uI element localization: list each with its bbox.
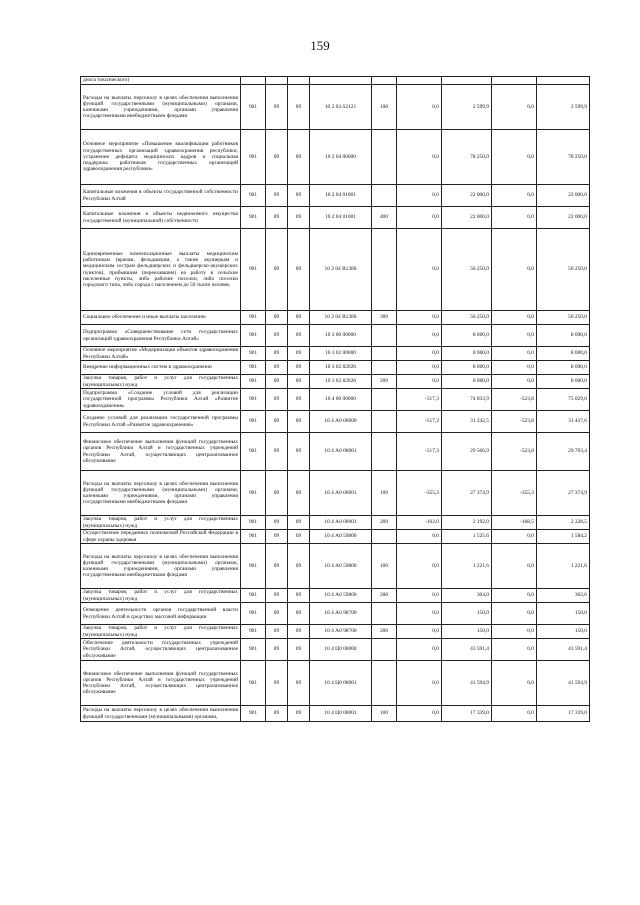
section-cell <box>266 77 288 85</box>
admin-code-cell: 901 <box>241 530 266 544</box>
description-cell: Финансовое обеспечение выполнения функций государственных органов Республики Алтай и государственных учреждений Республики Алтай, осуществляющих централизованное обслуживание <box>81 661 241 706</box>
change-value-2-cell: 0,0 <box>492 347 537 361</box>
page-number: 159 <box>310 38 330 53</box>
admin-code-cell: 901 <box>241 311 266 325</box>
target-article-cell: 10 4 А0 00001 <box>310 471 372 516</box>
admin-code-cell: 901 <box>241 639 266 661</box>
expense-type-cell <box>372 361 397 375</box>
admin-code-cell: 901 <box>241 185 266 207</box>
amount-value-cell: 8 000,0 <box>442 347 492 361</box>
table-row <box>81 389 590 411</box>
amount-value-cell: 41 594,9 <box>442 661 492 706</box>
admin-code-cell: 901 <box>241 361 266 375</box>
subsection-cell: 09 <box>288 471 310 516</box>
description-cell: днога токсического) <box>81 77 241 85</box>
target-article-cell: 10 4 А0 00001 <box>310 516 372 530</box>
change-value-cell: 0,0 <box>397 185 442 207</box>
amount-value-cell: 1 525,6 <box>442 530 492 544</box>
admin-code-cell: 901 <box>241 625 266 639</box>
description-cell: Социальное обеспечение и иные выплаты населению <box>81 311 241 325</box>
section-cell: 09 <box>266 130 288 185</box>
change-value-2-cell: 0,0 <box>492 229 537 311</box>
amount-value-cell <box>442 77 492 85</box>
change-value-cell: 0,0 <box>397 347 442 361</box>
table-row <box>81 516 590 530</box>
target-article-cell: 10 4 Ц0 00001 <box>310 661 372 706</box>
subsection-cell: 09 <box>288 85 310 130</box>
description-cell: Создание условий для реализации государственной программы Республики Алтай «Развитие здравоохранения» <box>81 411 241 433</box>
admin-code-cell: 901 <box>241 706 266 722</box>
admin-code-cell: 901 <box>241 85 266 130</box>
change-value-cell: -517,3 <box>397 411 442 433</box>
subsection-cell <box>288 77 310 85</box>
change-value-2-cell: 0,0 <box>492 589 537 603</box>
table-row <box>81 661 590 706</box>
budget-table <box>80 76 590 722</box>
amount-value-2-cell: 41 594,9 <box>537 661 590 706</box>
section-cell: 09 <box>266 544 288 589</box>
expense-type-cell <box>372 325 397 347</box>
amount-value-cell: 304,0 <box>442 589 492 603</box>
section-cell: 09 <box>266 661 288 706</box>
amount-value-2-cell: 56 250,0 <box>537 229 590 311</box>
change-value-cell: 0,0 <box>397 589 442 603</box>
amount-value-cell: 150,0 <box>442 603 492 625</box>
subsection-cell: 09 <box>288 130 310 185</box>
expense-type-cell <box>372 661 397 706</box>
admin-code-cell: 901 <box>241 544 266 589</box>
change-value-2-cell: 0,0 <box>492 130 537 185</box>
amount-value-2-cell: 27 374,9 <box>537 471 590 516</box>
expense-type-cell: 100 <box>372 544 397 589</box>
description-cell: Подпрограмма «Совершенствование сети государственных организаций здравоохранения Республики Алтай» <box>81 325 241 347</box>
subsection-cell: 09 <box>288 661 310 706</box>
expense-type-cell: 400 <box>372 207 397 229</box>
section-cell: 09 <box>266 311 288 325</box>
change-value-cell: 0,0 <box>397 639 442 661</box>
description-cell: Обеспечение деятельности государственных учреждений Республики Алтай, осуществляющих централизованное обслуживание <box>81 639 241 661</box>
section-cell: 09 <box>266 433 288 471</box>
subsection-cell: 09 <box>288 361 310 375</box>
change-value-2-cell: 0,0 <box>492 85 537 130</box>
change-value-cell: 0,0 <box>397 706 442 722</box>
admin-code-cell: 901 <box>241 661 266 706</box>
amount-value-2-cell: 362,6 <box>537 589 590 603</box>
amount-value-2-cell: 150,0 <box>537 625 590 639</box>
amount-value-2-cell: 8 000,0 <box>537 325 590 347</box>
admin-code-cell: 901 <box>241 130 266 185</box>
amount-value-cell: 150,0 <box>442 625 492 639</box>
target-article-cell: 10 2 04 R1380 <box>310 311 372 325</box>
admin-code-cell: 901 <box>241 229 266 311</box>
amount-value-cell: 22 000,0 <box>442 207 492 229</box>
change-value-cell: -517,3 <box>397 433 442 471</box>
target-article-cell <box>310 77 372 85</box>
change-value-2-cell <box>492 77 537 85</box>
section-cell: 09 <box>266 625 288 639</box>
change-value-cell: 0,0 <box>397 625 442 639</box>
amount-value-cell: 56 250,0 <box>442 311 492 325</box>
amount-value-2-cell <box>537 77 590 85</box>
expense-type-cell: 200 <box>372 625 397 639</box>
table-row <box>81 411 590 433</box>
amount-value-2-cell: 8 000,0 <box>537 361 590 375</box>
change-value-2-cell: 0,0 <box>492 325 537 347</box>
table-row <box>81 589 590 603</box>
expense-type-cell <box>372 530 397 544</box>
amount-value-cell: 78 250,0 <box>442 130 492 185</box>
description-cell: Освещение деятельности органов государственной власти Республики Алтай в средствах массовой информации <box>81 603 241 625</box>
table-row <box>81 433 590 471</box>
amount-value-2-cell: 1 221,6 <box>537 544 590 589</box>
admin-code-cell: 901 <box>241 207 266 229</box>
target-article-cell: 10 4 А0 00000 <box>310 411 372 433</box>
section-cell: 09 <box>266 603 288 625</box>
amount-value-2-cell: 8 000,0 <box>537 375 590 389</box>
admin-code-cell: 901 <box>241 347 266 361</box>
admin-code-cell: 901 <box>241 433 266 471</box>
expense-type-cell <box>372 77 397 85</box>
target-article-cell: 10 3 02 00000 <box>310 347 372 361</box>
change-value-2-cell: 0,0 <box>492 185 537 207</box>
description-cell: Основное мероприятие «Модернизация объектов здравоохранения Республики Алтай» <box>81 347 241 361</box>
description-cell: Закупка товаров, работ и услуг для государственных (муниципальных) нужд <box>81 625 241 639</box>
expense-type-cell: 100 <box>372 85 397 130</box>
section-cell: 09 <box>266 389 288 411</box>
subsection-cell: 09 <box>288 389 310 411</box>
subsection-cell: 09 <box>288 433 310 471</box>
target-article-cell: 10 3 02 82026 <box>310 361 372 375</box>
amount-value-2-cell: 1 584,2 <box>537 530 590 544</box>
section-cell: 09 <box>266 706 288 722</box>
section-cell: 09 <box>266 375 288 389</box>
table-row <box>81 77 590 85</box>
description-cell: Основное мероприятие «Повышение квалификации работников государственных организаций здравоохранения республики, устранение дефицита медицинских кадров и социальная поддержка работников государственных организаций здравоохранения республики» <box>81 130 241 185</box>
expense-type-cell <box>372 639 397 661</box>
description-cell: Закупка товаров, работ и услуг для государственных (муниципальных) нужд <box>81 375 241 389</box>
subsection-cell: 09 <box>288 185 310 207</box>
amount-value-2-cell: 31 437,6 <box>537 411 590 433</box>
description-cell: Расходы на выплаты персоналу в целях обеспечения выполнения функций государственными (муниципальными) органами, казенными учреждениями, органами управления государственными внебюджетными фондами <box>81 85 241 130</box>
description-cell: Закупка товаров, работ и услуг для государственных (муниципальных) нужд <box>81 589 241 603</box>
description-cell: Капитальные вложения в объекты недвижимого имущества государственной (муниципальной) собственности <box>81 207 241 229</box>
amount-value-cell: 74 833,9 <box>442 389 492 411</box>
target-article-cell: 10 4 А0 00001 <box>310 433 372 471</box>
target-article-cell: 10 2 04 01001 <box>310 207 372 229</box>
section-cell: 09 <box>266 325 288 347</box>
admin-code-cell: 901 <box>241 589 266 603</box>
amount-value-2-cell: 22 000,0 <box>537 185 590 207</box>
change-value-cell: -355,3 <box>397 471 442 516</box>
change-value-2-cell: 0,0 <box>492 603 537 625</box>
change-value-2-cell: 0,0 <box>492 530 537 544</box>
subsection-cell: 09 <box>288 347 310 361</box>
amount-value-cell: 43 591,4 <box>442 639 492 661</box>
table-row <box>81 625 590 639</box>
table-row <box>81 361 590 375</box>
change-value-2-cell: 0,0 <box>492 311 537 325</box>
subsection-cell: 09 <box>288 207 310 229</box>
section-cell: 09 <box>266 516 288 530</box>
expense-type-cell: 200 <box>372 375 397 389</box>
description-cell: Осуществление переданных полномочий Российской Федерации в сфере охраны здоровья <box>81 530 241 544</box>
subsection-cell: 09 <box>288 229 310 311</box>
expense-type-cell <box>372 229 397 311</box>
section-cell: 09 <box>266 411 288 433</box>
table-row <box>81 325 590 347</box>
amount-value-2-cell: 17 339,0 <box>537 706 590 722</box>
target-article-cell: 10 4 А0 98700 <box>310 603 372 625</box>
admin-code-cell: 901 <box>241 471 266 516</box>
description-cell: Единовременные компенсационные выплаты медицинским работникам (врачам, фельдшерам, а также акушеркам и медицинским сестрам фельдшерских и фельдшерско-акушерских пунктов), прибывшим (переехавшим) на работу в сельские населенные пункты, либо рабочие поселки, либо поселки городского типа, либо города с населением до 50 тысяч человек <box>81 229 241 311</box>
expense-type-cell: 100 <box>372 471 397 516</box>
expense-type-cell: 300 <box>372 311 397 325</box>
section-cell: 09 <box>266 347 288 361</box>
section-cell: 09 <box>266 471 288 516</box>
table-row <box>81 311 590 325</box>
change-value-cell: 0,0 <box>397 207 442 229</box>
change-value-cell: 0,0 <box>397 530 442 544</box>
section-cell: 09 <box>266 229 288 311</box>
target-article-cell: 10 2 04 01001 <box>310 185 372 207</box>
description-cell: Капитальные вложения в объекты государственной собственности Республики Алтай <box>81 185 241 207</box>
table-row <box>81 706 590 722</box>
subsection-cell: 09 <box>288 544 310 589</box>
change-value-2-cell: -523,8 <box>492 411 537 433</box>
change-value-2-cell: 0,0 <box>492 544 537 589</box>
amount-value-2-cell: 78 250,0 <box>537 130 590 185</box>
target-article-cell: 10 4 А0 59800 <box>310 589 372 603</box>
target-article-cell: 10 4 А0 59800 <box>310 544 372 589</box>
amount-value-cell: 8 000,0 <box>442 375 492 389</box>
subsection-cell: 09 <box>288 311 310 325</box>
subsection-cell: 09 <box>288 639 310 661</box>
table-row <box>81 347 590 361</box>
subsection-cell: 09 <box>288 625 310 639</box>
amount-value-2-cell: 43 591,4 <box>537 639 590 661</box>
expense-type-cell <box>372 411 397 433</box>
table-row <box>81 185 590 207</box>
change-value-2-cell: 0,0 <box>492 661 537 706</box>
target-article-cell: 10 4 Ц0 00000 <box>310 639 372 661</box>
table-row <box>81 544 590 589</box>
target-article-cell: 10 2 03 S2121 <box>310 85 372 130</box>
amount-value-cell: 29 566,9 <box>442 433 492 471</box>
subsection-cell: 09 <box>288 411 310 433</box>
section-cell: 09 <box>266 207 288 229</box>
section-cell: 09 <box>266 530 288 544</box>
admin-code-cell: 901 <box>241 325 266 347</box>
table-row <box>81 207 590 229</box>
change-value-2-cell: 0,0 <box>492 706 537 722</box>
change-value-cell: 0,0 <box>397 375 442 389</box>
amount-value-2-cell: 2 599,9 <box>537 85 590 130</box>
change-value-cell: 0,0 <box>397 544 442 589</box>
amount-value-cell: 2 192,0 <box>442 516 492 530</box>
amount-value-cell: 22 000,0 <box>442 185 492 207</box>
amount-value-cell: 17 339,0 <box>442 706 492 722</box>
change-value-2-cell: -523,8 <box>492 433 537 471</box>
expense-type-cell <box>372 130 397 185</box>
section-cell: 09 <box>266 361 288 375</box>
subsection-cell: 09 <box>288 589 310 603</box>
description-cell: Внедрение информационных систем в здравоохранении <box>81 361 241 375</box>
change-value-2-cell: -168,5 <box>492 516 537 530</box>
change-value-cell: 0,0 <box>397 229 442 311</box>
table-row <box>81 639 590 661</box>
amount-value-2-cell: 8 000,0 <box>537 347 590 361</box>
target-article-cell: 10 2 04 00000 <box>310 130 372 185</box>
admin-code-cell: 901 <box>241 411 266 433</box>
admin-code-cell: 901 <box>241 375 266 389</box>
table-row <box>81 375 590 389</box>
change-value-2-cell: 0,0 <box>492 639 537 661</box>
section-cell: 09 <box>266 639 288 661</box>
change-value-cell: 0,0 <box>397 130 442 185</box>
subsection-cell: 09 <box>288 530 310 544</box>
expense-type-cell: 200 <box>372 589 397 603</box>
change-value-cell: 0,0 <box>397 603 442 625</box>
change-value-cell: -517,3 <box>397 389 442 411</box>
change-value-2-cell: -523,8 <box>492 389 537 411</box>
description-cell: Закупка товаров, работ и услуг для государственных (муниципальных) нужд <box>81 516 241 530</box>
section-cell: 09 <box>266 589 288 603</box>
description-cell: Расходы на выплаты персоналу в целях обеспечения выполнения функций государственными (муниципальными) органами, казенными учреждениями, органами управления государственными внебюджетными фондами <box>81 544 241 589</box>
description-cell: Финансовое обеспечение выполнения функций государственных органов Республики Алтай и государственных учреждений Республики Алтай, осуществляющих централизованное обслуживание <box>81 433 241 471</box>
change-value-cell: 0,0 <box>397 661 442 706</box>
admin-code-cell: 901 <box>241 603 266 625</box>
table-row <box>81 471 590 516</box>
subsection-cell: 09 <box>288 706 310 722</box>
target-article-cell: 10 4 А0 59800 <box>310 530 372 544</box>
description-cell: Расходы на выплаты персоналу в целях обеспечения выполнения функций государственными (муниципальными) органами, <box>81 706 241 722</box>
description-cell: Подпрограмма «Создание условий для реализации государственной программы Республики Алтай «Развитие здравоохранения» <box>81 389 241 411</box>
expense-type-cell <box>372 347 397 361</box>
change-value-cell: 0,0 <box>397 311 442 325</box>
target-article-cell: 10 3 02 82026 <box>310 375 372 389</box>
amount-value-2-cell: 75 029,0 <box>537 389 590 411</box>
target-article-cell: 10 4 А0 98700 <box>310 625 372 639</box>
amount-value-cell: 1 221,6 <box>442 544 492 589</box>
table-row <box>81 229 590 311</box>
change-value-2-cell: 0,0 <box>492 207 537 229</box>
amount-value-2-cell: 22 000,0 <box>537 207 590 229</box>
change-value-cell: 0,0 <box>397 361 442 375</box>
table-row <box>81 85 590 130</box>
target-article-cell: 10 2 04 R1380 <box>310 229 372 311</box>
expense-type-cell <box>372 389 397 411</box>
amount-value-2-cell: 2 328,5 <box>537 516 590 530</box>
change-value-2-cell: 0,0 <box>492 375 537 389</box>
amount-value-cell: 27 374,9 <box>442 471 492 516</box>
target-article-cell: 10 3 00 00000 <box>310 325 372 347</box>
change-value-2-cell: -355,3 <box>492 471 537 516</box>
subsection-cell: 09 <box>288 325 310 347</box>
table-row <box>81 130 590 185</box>
table-row <box>81 603 590 625</box>
section-cell: 09 <box>266 185 288 207</box>
admin-code-cell: 901 <box>241 389 266 411</box>
table-row <box>81 530 590 544</box>
amount-value-cell: 8 000,0 <box>442 325 492 347</box>
amount-value-cell: 8 000,0 <box>442 361 492 375</box>
change-value-cell: -162,0 <box>397 516 442 530</box>
target-article-cell: 10 4 00 00000 <box>310 389 372 411</box>
subsection-cell: 09 <box>288 603 310 625</box>
subsection-cell: 09 <box>288 375 310 389</box>
change-value-cell: 0,0 <box>397 85 442 130</box>
amount-value-2-cell: 56 250,0 <box>537 311 590 325</box>
description-cell: Расходы на выплаты персоналу в целях обеспечения выполнения функций государственными (муниципальными) органами, казенными учреждениями, органами управления государственными внебюджетными фондами <box>81 471 241 516</box>
change-value-cell: 0,0 <box>397 325 442 347</box>
expense-type-cell: 200 <box>372 516 397 530</box>
expense-type-cell <box>372 603 397 625</box>
change-value-2-cell: 0,0 <box>492 625 537 639</box>
target-article-cell: 10 4 Ц0 00001 <box>310 706 372 722</box>
amount-value-cell: 2 599,9 <box>442 85 492 130</box>
amount-value-2-cell: 29 703,4 <box>537 433 590 471</box>
admin-code-cell: 901 <box>241 516 266 530</box>
subsection-cell: 09 <box>288 516 310 530</box>
section-cell: 09 <box>266 85 288 130</box>
change-value-cell <box>397 77 442 85</box>
admin-code-cell <box>241 77 266 85</box>
amount-value-2-cell: 150,0 <box>537 603 590 625</box>
expense-type-cell <box>372 433 397 471</box>
change-value-2-cell: 0,0 <box>492 361 537 375</box>
expense-type-cell: 100 <box>372 706 397 722</box>
amount-value-cell: 56 250,0 <box>442 229 492 311</box>
expense-type-cell <box>372 185 397 207</box>
amount-value-cell: 31 242,5 <box>442 411 492 433</box>
